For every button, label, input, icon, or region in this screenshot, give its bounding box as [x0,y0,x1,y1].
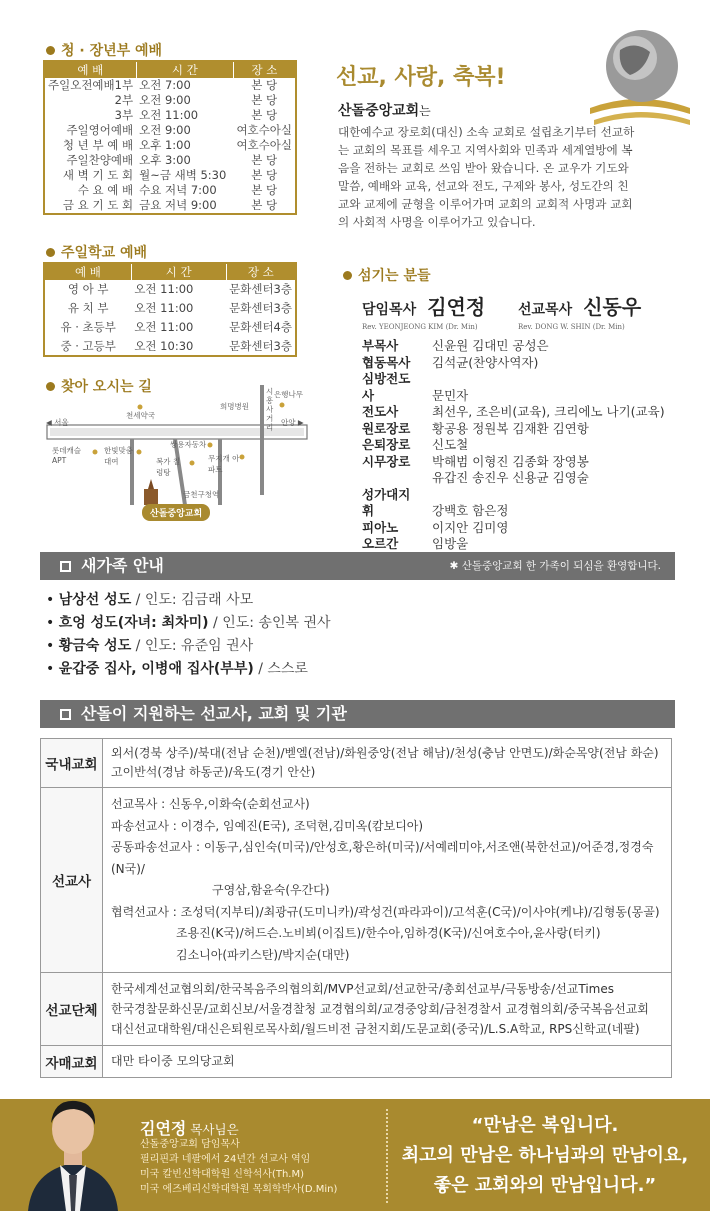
map-label: 희명병원 [220,402,249,411]
new-family-bar: 새가족 안내 ✱ 산돌중앙교회 한 가족이 되심을 환영합니다. [40,552,675,580]
category-cell: 선교단체 [41,973,103,1046]
table-header: 예 배 [44,263,131,280]
table-header: 장 소 [226,263,296,280]
map-label: 금천구청역 [183,490,220,499]
list-item: 전도사 최선우, 조은비(교육), 크리에노 나기(교육) [362,404,665,419]
divider [386,1109,388,1203]
map-label: 안양 ▶ [281,418,304,427]
youth-worship-title: 청 · 장년부 예배 [46,40,162,60]
new-family-list [46,589,331,681]
map-label: 은행나무 [274,390,303,399]
list-item: 협동목사 김석균(찬양사역자) [362,354,539,370]
support-bar: 산돌이 지원하는 선교사, 교회 및 기관 [40,700,675,728]
senior-pastor: 담임목사 김연정 Rev. YEONJEONG KIM (Dr. Min) [362,295,486,331]
content-cell: 한국세계선교협의회/한국복음주의협의회/MVP선교회/선교한국/총회선교부/극동방송/선교Times 한국경찰문화신문/교회신보/서울경찰청 교경협의회/교경중앙회/금천경찰서 교경협의회/중국복음선교회 대신선교대학원/대신은퇴원로목사회/월드비전 금천지회/도문교회(중국)/L.S.A학교, RPS신학교(네팔) [103,973,672,1046]
youth-worship-table [43,60,297,215]
checkbox-square-icon [60,709,71,720]
bullet-dot-icon [46,248,55,257]
missionary-pastor: 선교목사 신동우 Rev. DONG W. SHIN (Dr. Min) [518,295,642,331]
church-building-icon [140,479,162,505]
sunday-school-title: 주일학교 예배 [46,242,147,262]
support-table [40,738,672,1078]
map-label: 시흥사거리 [266,387,274,432]
table-row: 유 치 부 오전 11:00 문화센터3층 [67,301,292,315]
pastor-heading: 김연정 목사님은 [140,1119,239,1138]
church-label: 산돌중앙교회 [142,504,210,521]
list-item: 심방전도사 문민자 [362,371,469,403]
intro-heading: 산돌중앙교회는 [338,103,431,119]
content-cell: 외서(경북 상주)/북대(전남 순천)/벧엘(전남)/화원중앙(전남 해남)/천성(충남 안면도)/화순목양(전남 화순) 고이반석(경남 하동군)/육도(경기 안산) [103,739,672,788]
list-item: 부목사 신윤원 김대민 공성은 [362,338,549,353]
list-item: 성가대지휘 강백호 함은정 [362,486,509,518]
table-row [41,788,672,973]
table-row: 주일찬양예배 오후 3:00 본 당 [66,153,278,167]
directions-title: 찾아 오시는 길 [46,376,152,396]
table-row [41,1046,672,1078]
intro-body: 대한예수교 장로회(대신) 소속 교회로 설립초기부터 선교하는 교회의 목표를 세우고 지역사회와 민족과 세계열방에 복음을 전하는 교회로 쓰임 받아 왔습니다. 온 교우가 기도와 말씀, 예배와 교육, 선교와 전도, 구제와 봉사, 성도간의 친교와 교제에 균형을 이루어가며 교회의 교회적 사명과 교회의 사회적 사명을 이루어가고 있습니다. [338,125,635,229]
globe-icon [590,20,690,130]
list-item: 시무장로 박해범 이형진 김종화 장영봉 [362,453,589,469]
list-item: • 윤갑중 집사, 이병애 집사(부부) / 스스로 [46,661,308,677]
list-item: • 남상선 성도 / 인도: 김금래 사모 [46,592,254,608]
list-item: 피아노 이지안 김미영 [362,519,509,535]
table-row: 3부 오전 11:00 본 당 [114,108,278,122]
table-row: 중 · 고등부 오전 10:30 문화센터3층 [60,338,292,353]
table-row: 2부 오전 9:00 본 당 [114,93,278,107]
category-cell: 자매교회 [41,1046,103,1078]
table-header: 시 간 [136,61,233,78]
pastor-photo [18,1079,128,1211]
slogan: 선교, 사랑, 축복! [336,65,506,90]
table-row: 금 요 기 도 회 금요 저녁 9:00 본 당 [62,198,278,212]
table-header: 시 간 [131,263,226,280]
checkbox-square-icon [60,561,71,572]
staff-list [362,338,692,553]
list-item: • 황금숙 성도 / 인도: 유준임 권사 [46,638,254,654]
table-row: 청 년 부 예 배 오후 1:00 여호수아실 [62,138,292,152]
table-row [41,973,672,1046]
list-item: • 흐엉 성도(자녀: 최차미) / 인도: 송인복 권사 [46,615,331,631]
table-row: 새 벽 기 도 회 월~금 새벽 5:30 본 당 [62,168,278,182]
map-label: ◀ 서울 [46,418,69,427]
category-cell: 국내교회 [41,739,103,788]
table-row: 유 · 초등부 오전 11:00 문화센터4층 [60,320,292,334]
staff-title: 섬기는 분들 [343,265,431,285]
pastor-bio: 산돌중앙교회 담임목사 필리핀과 네팔에서 24년간 선교사 역임 미국 칼빈신학대학원 신학석사(Th.M) 미국 에즈베리신학대학원 목회학박사(D.Min) [140,1139,338,1195]
map-label: 한빛맞춤 대여 [104,446,133,466]
pastor-quote: “만남은 복입니다. 최고의 만남은 하나님과의 만남이요, 좋은 교회와의 만남입니다.” [401,1115,689,1196]
map-label: 복가 칠렁탕 [156,457,181,477]
content-cell: 선교목사 : 신동우,이화숙(순회선교사) 파송선교사 : 이경수, 임예진(E국), 조덕현,김미옥(캄보디아) 공동파송선교사 : 이동구,심인숙(미국)/안성호,황은하(미국)/서예레미야,서조앤(북한선교)/어준경,정경숙(N국)/ 구영삼,함윤숙(우간다) 협력선교사 : 조성덕(지부티)/최광규(도미니카)/곽성건(파라과이)/고석훈(C국)/이사야(케냐)/김형동(몽골) 조용진(K국)/허드슨.노비뵈(이집트)/한수아,임하경(K국)/신여호수아,윤사랑(터키) 김소니아(파키스탄)/박지순(대만) [103,788,672,973]
table-row: 수 요 예 배 수요 저녁 7:00 본 당 [77,183,278,197]
table-row [41,739,672,788]
pastor-footer [0,1099,710,1211]
map-label: 쌍용자동차 [170,440,207,449]
content-cell: 대만 타이중 모의당교회 [103,1046,672,1078]
map-label: 천세약국 [126,411,155,420]
directions-map [42,385,312,525]
list-item: 오르간 임방울 [362,536,469,551]
table-header: 예 배 [44,61,136,78]
table-row: 주일오전예배1부 오전 7:00 본 당 [48,78,278,92]
table-row: 주일영어예배 오전 9:00 여호수아실 [66,123,292,137]
map-label: 무지개 아파트 [208,454,240,474]
bullet-dot-icon [343,271,352,280]
table-header: 장 소 [233,61,296,78]
list-item: 은퇴장로 신도철 [362,437,469,452]
list-item: 유갑진 송진우 신용균 김영술 [432,470,589,485]
table-row: 영 아 부 오전 11:00 문화센터3층 [67,282,292,296]
category-cell: 선교사 [41,788,103,973]
list-item: 원로장로 황공용 정원복 김재환 김연항 [362,420,589,436]
map-label: 롯데캐슬 APT [52,446,81,465]
welcome-note: ✱ 산돌중앙교회 한 가족이 되심을 환영합니다. [449,560,661,572]
bullet-dot-icon [46,46,55,55]
sunday-school-table [43,262,297,357]
